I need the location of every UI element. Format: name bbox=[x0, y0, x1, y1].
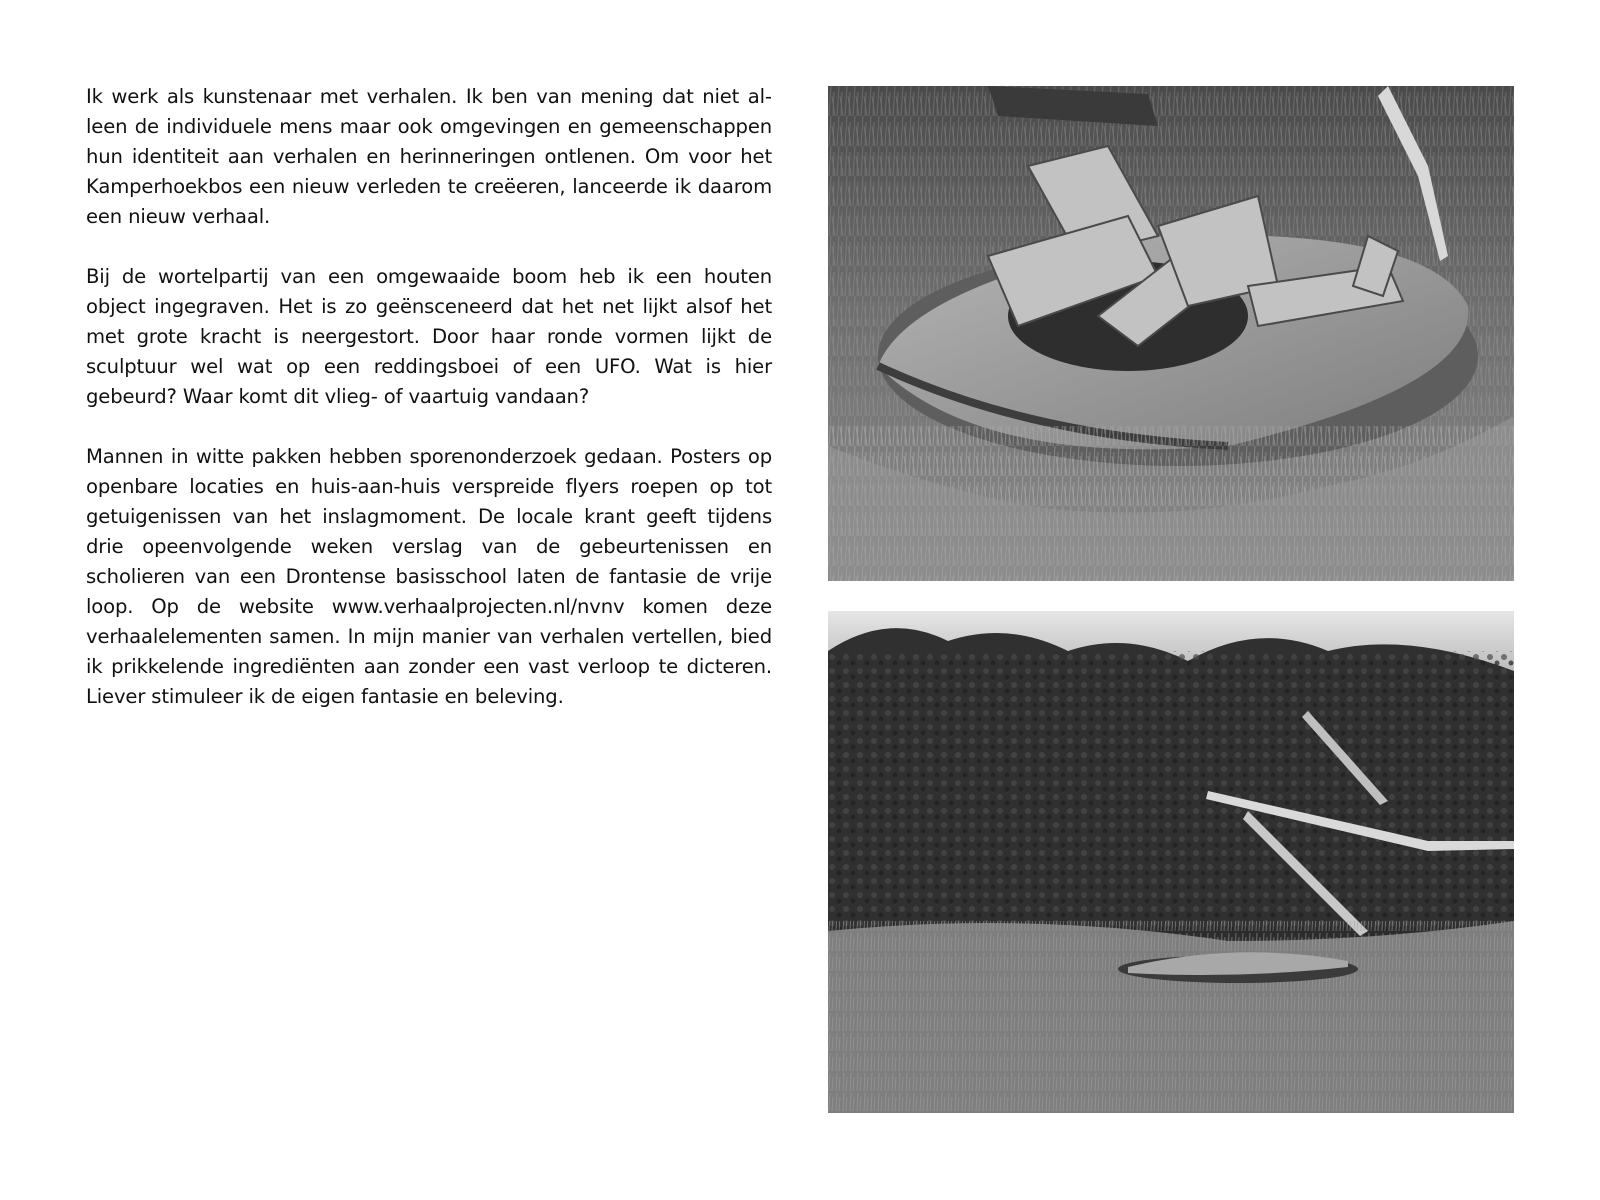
paragraph-3: Mannen in witte pakken hebben sporenonderzoek gedaan. Posters op openbare locaties en huis-aan-huis verspreide flyers roepen op tot getuigenissen van het inslagmoment. De locale krant geeft tijdens drie opeenvolgende weken verslag van de gebeurtenissen en scholieren van een Drontense basisschool laten de fantasie de vrije loop. Op de website www.verhaalprojecten.nl/nvnv komen deze verhaalelementen samen. In mijn manier van verhalen vertellen, bied ik prikkelende ingrediënten aan zonder een vast verloop te dicteren. Liever stimuleer ik de eigen fantasie en beleving. bbox=[86, 445, 772, 708]
paragraph-2: Bij de wortelpartij van een omgewaaide boom heb ik een houten object ingegraven. Het is zo geënsceneerd dat het net lijkt alsof het met grote kracht is neergestort. Door haar ronde vormen lijkt de sculptuur wel wat op een reddingsboei of een UFO. Wat is hier gebeurd? Waar komt dit vlieg- of vaartuig vandaan? bbox=[86, 265, 772, 408]
photo-1-illustration bbox=[828, 86, 1514, 581]
article-text bbox=[86, 82, 772, 742]
photo-2-illustration bbox=[828, 611, 1514, 1113]
photo-crashed-object-closeup bbox=[828, 86, 1514, 581]
photo-forest-clearing bbox=[828, 611, 1514, 1113]
paragraph-1: Ik werk als kunstenaar met verhalen. Ik ben van mening dat niet alleen de individuele mens maar ook omgevingen en gemeenschappen hun identiteit aan verhalen en herinneringen ontlenen. Om voor het Kamperhoekbos een nieuw verleden te creëeren, lanceerde ik daarom een nieuw verhaal. bbox=[86, 85, 772, 228]
